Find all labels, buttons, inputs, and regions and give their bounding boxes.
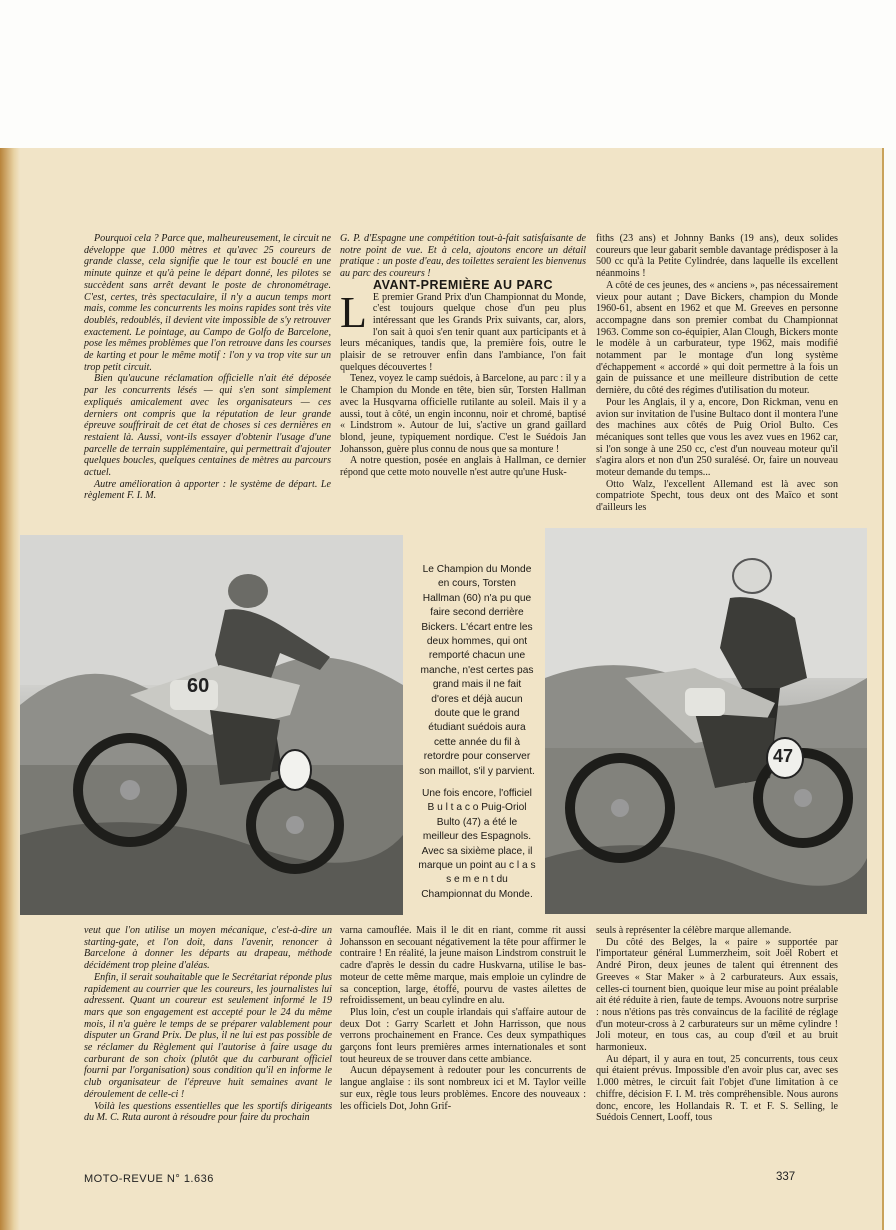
drop-cap: L xyxy=(340,287,367,337)
paragraph: Enfin, il serait souhaitable que le Secrétariat réponde plus rapidement au courrier que les coureurs, les journalistes lui adressent. Quant un coureur est seulement informé le 19 mars que son engagement est accepté pour le 24 du même mois, il n'a guère le temps de se préparer valablement pour disputer un Grand Prix. De plus, il ne lui est pas possible de se réclamer du Règlement qui l'autorise à faire usage du carburant de son choix (plutôt que du carburant officiel fourni par l'organisation) sous condition qu'il en informe le club organisateur de l'épreuve huit semaines avant le déroulement de celle-ci ! xyxy=(84,971,332,1100)
paragraph: Tenez, voyez le camp suédois, à Barcelone, au parc : il y a le Champion du Monde en tête, bien sûr, Torsten Hallman avec la Husqvarna officielle rutilante au soleil. Mais il y a aussi, tout à côté, un engin inconnu, noir et chromé, baptisé « Lindstrom ». Autour de lui, s'active un grand gaillard blond, jeune, typiquement nordique. C'est le Suédois Jan Johansson, guère plus connu de nous que sa monture ! xyxy=(340,373,586,455)
article-column-6 xyxy=(596,925,838,1124)
paragraph: veut que l'on utilise un moyen mécanique, c'est-à-dire un starting-gate, et l'on doit, dans l'avenir, renoncer à Barcelone à donner les départs au drapeau, méthode décidément trop pleine d'aléas. xyxy=(84,925,332,972)
article-column-1 xyxy=(84,233,331,502)
race-number-47: 47 xyxy=(773,746,794,766)
paragraph: varna camouflée. Mais il le dit en riant, comme rit aussi Johansson en secouant négativement la tête pour affirmer le contraire ! En réalité, la jeune maison Lindstrom construit le cadre d'après le dessin du cadre Huskvarna, utilise le bas-moteur de cette même marque, mais emploie un cylindre de sa conception, large, étoffé, pourvu de vastes ailettes de refroidissement, un beau cylindre en alu. xyxy=(340,925,586,1007)
paragraph: E premier Grand Prix d'un Championnat du Monde, c'est toujours quelque chose d'un peu plus intéressant que les Grands Prix suivants, car, alors, l'on sait à quoi s'en tenir quant aux participants et à leurs mécaniques, tandis que, la première fois, outre le plaisir de se retrouver enfin dans l'ambiance, l'on fait quelques découvertes ! xyxy=(340,291,586,373)
paragraph: Plus loin, c'est un couple irlandais qui s'affaire autour de deux Dot : Garry Scarlett et John Harrisson, que nous verrons prochainement en France. Ces deux sympathiques garçons font leurs premières armes internationales et sont tout heureux de se trouver dans cette ambiance. xyxy=(340,1006,586,1065)
paragraph: Au départ, il y aura en tout, 25 concurrents, tous ceux qui étaient prévus. Impossible d'en avoir plus car, avec ses 1.000 mètres, le circuit fait l'objet d'une limitation à ce chiffre, décision F. I. M. très compréhensible. Nous aurons donc, encore, les Hollandais R. T. et F. S. Selling, le Suédois Cennert, Looff, tous xyxy=(596,1053,838,1124)
magazine-footer: MOTO-REVUE N° 1.636 xyxy=(84,1173,214,1185)
paragraph: seuls à représenter la célèbre marque allemande. xyxy=(596,925,792,936)
motocross-rider-illustration xyxy=(20,535,403,915)
article-column-2 xyxy=(340,233,586,479)
paragraph: Bien qu'aucune réclamation officielle n'ait été déposée par les concurrents lésés — qui s'en sont simplement expliqués amicalement avec les organisateurs — ces derniers ont compris que la réputation de leur grande épreuve souffrirait de cet état de choses si ces dernières en restaient là. Aussi, vont-ils essayer d'obtenir l'usage d'une parcelle de terrain supplémentaire, qui permettrait d'ajouter quelques boucles, quelques centaines de mètres au parcours actuel. xyxy=(84,373,331,479)
paragraph: Du côté des Belges, la « paire » supportée par l'importateur général Lummerzheim, soit Joël Robert et André Piron, deux jeunes de talent qui étrennent des Greeves « Star Maker » à 2 carburateurs. Aux essais, celles-ci tournent bien, quoique leur mise au point préalable ait été réduite à rien, faute de temps. Avouons notre surprise : nous n'étions pas très convaincus de la facilité de réglage d'un moteur-cross à 2 carburateurs sur un même cylindre ! Joli moteur, en tous cas, au coup d'œil et au bruit harmonieux. xyxy=(596,936,838,1054)
article-column-5 xyxy=(340,925,586,1112)
photo-caption-bulto: Une fois encore, l'officiel B u l t a c o Puig-Oriol Bulto (47) a été le meilleur des Espagnols. Avec sa sixième place, il marque un point au c l a s s e m e n t du Championnat du Monde. xyxy=(418,788,536,900)
paragraph: G. P. d'Espagne une compétition tout-à-fait satisfaisante de notre point de vue. Et à cela, ajoutons encore un détail pratique : un poste d'eau, des toilettes seraient les bienvenus au parc des coureurs ! xyxy=(340,233,586,280)
article-column-3 xyxy=(596,233,838,514)
paragraph: fiths (23 ans) et Johnny Banks (19 ans), deux solides coureurs que leur gabarit semble davantage prédisposer à la 500 cc qu'à la Petite Cylindrée, dans laquelle ils excellent néanmoins ! xyxy=(596,233,838,280)
photo-bulto-riding xyxy=(545,528,867,914)
page-number: 337 xyxy=(776,1171,796,1183)
paragraph: Pourquoi cela ? Parce que, malheureusement, le circuit ne développe que 1.000 mètres et qu'avec 25 coureurs de grande classe, cela signifie que le tour est bouclé en une minute quinze et qu'à peine le départ donné, les pilotes se succèdent sans arrêt devant le poste de chronométrage. C'est, certes, très spectaculaire, il n'y a aucun temps mort mais, comme les concurrents les moins rapides sont très vite doublés, redoublés, il devient vite impossible de s'y retrouver exactement. Le pointage, au Campo de Golfo de Barcelone, pose les mêmes problèmes que l'on retrouve dans les courses de karting et pour le même motif : l'on y va trop vite sur un trop petit circuit. xyxy=(84,233,331,373)
paragraph: A notre question, posée en anglais à Hallman, ce dernier répond que cette moto nouvelle n'est autre qu'une Husk- xyxy=(340,455,586,479)
paragraph: A côté de ces jeunes, des « anciens », pas nécessairement vieux pour autant ; Dave Bickers, champion du Monde 1960-61, absent en 1962 et que M. Greeves en personne accompagne dans son premier combat du Championnat 1963. Comme son co-équipier, Alan Clough, Bickers monte le modèle à un carburateur, type 1962, mais modifié notamment par le montage d'un long système d'échappement « accordé » qui doit permettre à la fois un gain de puissance et une meilleure distribution de cette dernière, du côté des régimes d'utilisation du moteur. xyxy=(596,279,838,397)
paragraph: Pour les Anglais, il y a, encore, Don Rickman, venu en avion sur invitation de l'usine Bultaco dont il montera l'une des machines aux côtés de Puig Oriol Bulto. Ces mécaniques sont telles que vous les avez vues en 1962 car, si l'on songe à une 250 cc, c'est d'un nouveau moteur qu'il s'agira alors et non d'un 250 suralésé. Or, faire un nouveau moteur demande du temps... xyxy=(596,396,838,479)
race-number-60: 60 xyxy=(187,675,210,697)
photo-caption-hallman: Le Champion du Monde en cours, Torsten Hallman (60) n'a pu que faire second derrière Bickers. L'écart entre les deux hommes, qui ont remporté chacun une manche, n'est certes pas grand mais il ne fait d'ores et déjà aucun doute que le grand étudiant suédois aura cette année du fil à retordre pour conserver son maillot, s'il y parvient. xyxy=(419,564,535,777)
paragraph: Otto Walz, l'excellent Allemand est là avec son compatriote Specht, tous deux ont des Maïco et sont d'ailleurs les xyxy=(596,478,838,514)
paragraph: Aucun dépaysement à redouter pour les concurrents de langue anglaise : ils sont nombreux ici et M. Taylor veille sur eux, règle tous leurs problèmes. Encore des nouveaux : les officiels Dot, John Grif- xyxy=(340,1065,586,1112)
motocross-rider-illustration xyxy=(545,528,867,914)
page-spine-shadow xyxy=(0,148,20,1230)
section-heading: AVANT-PREMIÈRE AU PARC xyxy=(373,277,553,292)
paragraph: Voilà les questions essentielles que les sportifs dirigeants du M. C. Ruta auront à résoudre pour faire du prochain xyxy=(84,1100,332,1124)
paragraph: Autre amélioration à apporter : le système de départ. Le règlement F. I. M. xyxy=(84,478,331,502)
article-column-4 xyxy=(84,925,332,1124)
scanner-background xyxy=(0,0,896,150)
photo-hallman-jump xyxy=(20,535,403,915)
